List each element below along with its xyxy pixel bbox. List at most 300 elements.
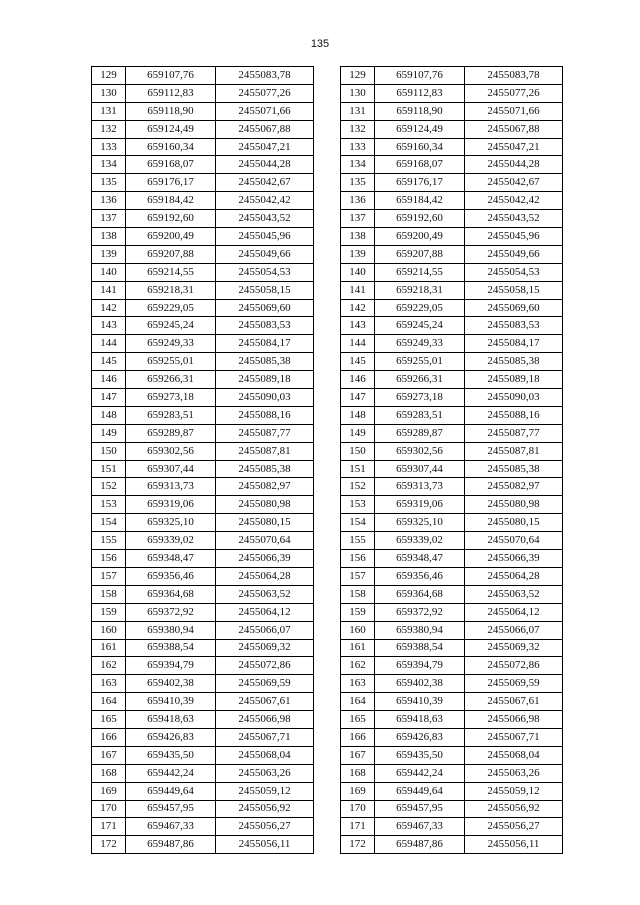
- table-row: [92, 585, 314, 603]
- y-coordinate-cell: 2455087,77: [216, 424, 314, 442]
- y-coordinate-cell: 2455049,66: [465, 245, 563, 263]
- table-row: [92, 693, 314, 711]
- y-coordinate-cell: 2455066,07: [465, 621, 563, 639]
- x-coordinate-cell: 659160,34: [126, 138, 216, 156]
- table-row: [341, 102, 563, 120]
- point-number-cell: 144: [92, 335, 126, 353]
- table-row: [341, 675, 563, 693]
- point-number-cell: 141: [92, 281, 126, 299]
- point-number-cell: 168: [92, 764, 126, 782]
- x-coordinate-cell: 659118,90: [126, 102, 216, 120]
- y-coordinate-cell: 2455056,11: [216, 836, 314, 854]
- y-coordinate-cell: 2455049,66: [216, 245, 314, 263]
- y-coordinate-cell: 2455045,96: [465, 228, 563, 246]
- point-number-cell: 154: [341, 514, 375, 532]
- table-row: [341, 478, 563, 496]
- table-row: [92, 263, 314, 281]
- point-number-cell: 161: [341, 639, 375, 657]
- x-coordinate-cell: 659218,31: [375, 281, 465, 299]
- y-coordinate-cell: 2455068,04: [465, 746, 563, 764]
- table-row: [341, 800, 563, 818]
- x-coordinate-cell: 659184,42: [375, 192, 465, 210]
- table-row: [341, 335, 563, 353]
- point-number-cell: 171: [341, 818, 375, 836]
- y-coordinate-cell: 2455059,12: [216, 782, 314, 800]
- y-coordinate-cell: 2455082,97: [465, 478, 563, 496]
- table-row: [341, 746, 563, 764]
- y-coordinate-cell: 2455056,92: [465, 800, 563, 818]
- x-coordinate-cell: 659255,01: [126, 353, 216, 371]
- x-coordinate-cell: 659467,33: [126, 818, 216, 836]
- point-number-cell: 135: [341, 174, 375, 192]
- x-coordinate-cell: 659214,55: [126, 263, 216, 281]
- y-coordinate-cell: 2455069,60: [465, 299, 563, 317]
- x-coordinate-cell: 659289,87: [126, 424, 216, 442]
- y-coordinate-cell: 2455047,21: [216, 138, 314, 156]
- x-coordinate-cell: 659200,49: [375, 228, 465, 246]
- x-coordinate-cell: 659380,94: [126, 621, 216, 639]
- table-row: [92, 514, 314, 532]
- x-coordinate-cell: 659348,47: [375, 550, 465, 568]
- x-coordinate-cell: 659339,02: [375, 532, 465, 550]
- point-number-cell: 154: [92, 514, 126, 532]
- point-number-cell: 145: [92, 353, 126, 371]
- x-coordinate-cell: 659168,07: [126, 156, 216, 174]
- y-coordinate-cell: 2455088,16: [465, 406, 563, 424]
- table-row: [341, 156, 563, 174]
- point-number-cell: 133: [92, 138, 126, 156]
- x-coordinate-cell: 659442,24: [126, 764, 216, 782]
- table-row: [341, 442, 563, 460]
- x-coordinate-cell: 659289,87: [375, 424, 465, 442]
- y-coordinate-cell: 2455069,32: [465, 639, 563, 657]
- point-number-cell: 160: [341, 621, 375, 639]
- table-row: [341, 836, 563, 854]
- point-number-cell: 150: [92, 442, 126, 460]
- point-number-cell: 149: [341, 424, 375, 442]
- y-coordinate-cell: 2455068,04: [216, 746, 314, 764]
- point-number-cell: 169: [92, 782, 126, 800]
- table-row: [341, 782, 563, 800]
- table-row: [341, 406, 563, 424]
- table-row: [341, 657, 563, 675]
- x-coordinate-cell: 659249,33: [126, 335, 216, 353]
- x-coordinate-cell: 659283,51: [126, 406, 216, 424]
- table-row: [341, 585, 563, 603]
- x-coordinate-cell: 659245,24: [375, 317, 465, 335]
- x-coordinate-cell: 659319,06: [375, 496, 465, 514]
- x-coordinate-cell: 659418,63: [126, 711, 216, 729]
- y-coordinate-cell: 2455082,97: [216, 478, 314, 496]
- x-coordinate-cell: 659449,64: [375, 782, 465, 800]
- point-number-cell: 163: [341, 675, 375, 693]
- table-row: [92, 711, 314, 729]
- point-number-cell: 132: [341, 120, 375, 138]
- x-coordinate-cell: 659229,05: [375, 299, 465, 317]
- table-row: [92, 138, 314, 156]
- point-number-cell: 130: [341, 84, 375, 102]
- y-coordinate-cell: 2455066,07: [216, 621, 314, 639]
- y-coordinate-cell: 2455063,52: [465, 585, 563, 603]
- point-number-cell: 138: [92, 228, 126, 246]
- table-row: [92, 478, 314, 496]
- x-coordinate-cell: 659124,49: [375, 120, 465, 138]
- point-number-cell: 132: [92, 120, 126, 138]
- y-coordinate-cell: 2455056,27: [465, 818, 563, 836]
- table-row: [341, 639, 563, 657]
- x-coordinate-cell: 659457,95: [375, 800, 465, 818]
- table-row: [341, 317, 563, 335]
- y-coordinate-cell: 2455070,64: [216, 532, 314, 550]
- y-coordinate-cell: 2455087,81: [465, 442, 563, 460]
- table-row: [92, 353, 314, 371]
- x-coordinate-cell: 659266,31: [126, 371, 216, 389]
- y-coordinate-cell: 2455042,42: [465, 192, 563, 210]
- y-coordinate-cell: 2455085,38: [216, 353, 314, 371]
- table-row: [341, 263, 563, 281]
- x-coordinate-cell: 659339,02: [126, 532, 216, 550]
- x-coordinate-cell: 659160,34: [375, 138, 465, 156]
- table-row: [92, 675, 314, 693]
- point-number-cell: 142: [92, 299, 126, 317]
- point-number-cell: 151: [341, 460, 375, 478]
- table-row: [92, 836, 314, 854]
- point-number-cell: 136: [341, 192, 375, 210]
- y-coordinate-cell: 2455056,27: [216, 818, 314, 836]
- table-row: [341, 228, 563, 246]
- point-number-cell: 170: [92, 800, 126, 818]
- point-number-cell: 166: [341, 728, 375, 746]
- point-number-cell: 167: [341, 746, 375, 764]
- y-coordinate-cell: 2455067,88: [465, 120, 563, 138]
- x-coordinate-cell: 659449,64: [126, 782, 216, 800]
- y-coordinate-cell: 2455069,59: [465, 675, 563, 693]
- table-row: [341, 371, 563, 389]
- point-number-cell: 160: [92, 621, 126, 639]
- table-row: [341, 84, 563, 102]
- y-coordinate-cell: 2455069,32: [216, 639, 314, 657]
- table-row: [341, 299, 563, 317]
- y-coordinate-cell: 2455042,67: [465, 174, 563, 192]
- point-number-cell: 169: [341, 782, 375, 800]
- y-coordinate-cell: 2455077,26: [216, 84, 314, 102]
- x-coordinate-cell: 659487,86: [375, 836, 465, 854]
- table-row: [341, 621, 563, 639]
- point-number-cell: 143: [341, 317, 375, 335]
- table-row: [341, 120, 563, 138]
- table-row: [341, 281, 563, 299]
- table-row: [92, 442, 314, 460]
- x-coordinate-cell: 659442,24: [375, 764, 465, 782]
- x-coordinate-cell: 659273,18: [375, 389, 465, 407]
- point-number-cell: 165: [92, 711, 126, 729]
- coordinates-table-right: [340, 66, 563, 854]
- point-number-cell: 152: [341, 478, 375, 496]
- table-row: [92, 764, 314, 782]
- y-coordinate-cell: 2455063,52: [216, 585, 314, 603]
- y-coordinate-cell: 2455056,92: [216, 800, 314, 818]
- y-coordinate-cell: 2455069,59: [216, 675, 314, 693]
- point-number-cell: 163: [92, 675, 126, 693]
- x-coordinate-cell: 659118,90: [375, 102, 465, 120]
- point-number-cell: 164: [341, 693, 375, 711]
- point-number-cell: 152: [92, 478, 126, 496]
- table-row: [341, 353, 563, 371]
- table-row: [92, 496, 314, 514]
- point-number-cell: 140: [92, 263, 126, 281]
- x-coordinate-cell: 659107,76: [375, 67, 465, 85]
- point-number-cell: 141: [341, 281, 375, 299]
- point-number-cell: 147: [341, 389, 375, 407]
- point-number-cell: 137: [92, 210, 126, 228]
- table-row: [92, 532, 314, 550]
- x-coordinate-cell: 659168,07: [375, 156, 465, 174]
- table-row: [341, 603, 563, 621]
- x-coordinate-cell: 659325,10: [375, 514, 465, 532]
- x-coordinate-cell: 659380,94: [375, 621, 465, 639]
- table-row: [341, 67, 563, 85]
- point-number-cell: 144: [341, 335, 375, 353]
- point-number-cell: 135: [92, 174, 126, 192]
- y-coordinate-cell: 2455089,18: [465, 371, 563, 389]
- x-coordinate-cell: 659283,51: [375, 406, 465, 424]
- y-coordinate-cell: 2455067,61: [465, 693, 563, 711]
- point-number-cell: 143: [92, 317, 126, 335]
- x-coordinate-cell: 659245,24: [126, 317, 216, 335]
- point-number-cell: 156: [341, 550, 375, 568]
- y-coordinate-cell: 2455087,81: [216, 442, 314, 460]
- x-coordinate-cell: 659410,39: [126, 693, 216, 711]
- y-coordinate-cell: 2455067,88: [216, 120, 314, 138]
- point-number-cell: 137: [341, 210, 375, 228]
- point-number-cell: 136: [92, 192, 126, 210]
- x-coordinate-cell: 659402,38: [375, 675, 465, 693]
- x-coordinate-cell: 659302,56: [126, 442, 216, 460]
- point-number-cell: 138: [341, 228, 375, 246]
- point-number-cell: 157: [92, 567, 126, 585]
- x-coordinate-cell: 659112,83: [126, 84, 216, 102]
- table-row: [92, 657, 314, 675]
- x-coordinate-cell: 659364,68: [375, 585, 465, 603]
- table-row: [92, 228, 314, 246]
- y-coordinate-cell: 2455077,26: [465, 84, 563, 102]
- y-coordinate-cell: 2455085,38: [465, 353, 563, 371]
- x-coordinate-cell: 659487,86: [126, 836, 216, 854]
- y-coordinate-cell: 2455066,39: [216, 550, 314, 568]
- x-coordinate-cell: 659112,83: [375, 84, 465, 102]
- x-coordinate-cell: 659388,54: [375, 639, 465, 657]
- table-row: [341, 174, 563, 192]
- point-number-cell: 162: [341, 657, 375, 675]
- y-coordinate-cell: 2455067,71: [465, 728, 563, 746]
- table-row: [341, 210, 563, 228]
- point-number-cell: 142: [341, 299, 375, 317]
- table-row: [341, 424, 563, 442]
- y-coordinate-cell: 2455089,18: [216, 371, 314, 389]
- y-coordinate-cell: 2455085,38: [465, 460, 563, 478]
- point-number-cell: 159: [92, 603, 126, 621]
- table-row: [341, 389, 563, 407]
- x-coordinate-cell: 659124,49: [126, 120, 216, 138]
- point-number-cell: 148: [341, 406, 375, 424]
- y-coordinate-cell: 2455063,26: [465, 764, 563, 782]
- point-number-cell: 159: [341, 603, 375, 621]
- table-row: [92, 603, 314, 621]
- x-coordinate-cell: 659266,31: [375, 371, 465, 389]
- point-number-cell: 151: [92, 460, 126, 478]
- table-row: [92, 406, 314, 424]
- point-number-cell: 129: [341, 67, 375, 85]
- y-coordinate-cell: 2455066,98: [465, 711, 563, 729]
- y-coordinate-cell: 2455070,64: [465, 532, 563, 550]
- x-coordinate-cell: 659207,88: [375, 245, 465, 263]
- x-coordinate-cell: 659319,06: [126, 496, 216, 514]
- table-row: [341, 550, 563, 568]
- coordinates-table-left: [91, 66, 314, 854]
- point-number-cell: 139: [92, 245, 126, 263]
- x-coordinate-cell: 659372,92: [126, 603, 216, 621]
- x-coordinate-cell: 659184,42: [126, 192, 216, 210]
- x-coordinate-cell: 659302,56: [375, 442, 465, 460]
- x-coordinate-cell: 659435,50: [375, 746, 465, 764]
- y-coordinate-cell: 2455042,42: [216, 192, 314, 210]
- table-row: [92, 550, 314, 568]
- table-row: [92, 174, 314, 192]
- x-coordinate-cell: 659214,55: [375, 263, 465, 281]
- y-coordinate-cell: 2455071,66: [216, 102, 314, 120]
- point-number-cell: 155: [92, 532, 126, 550]
- table-row: [341, 532, 563, 550]
- x-coordinate-cell: 659426,83: [126, 728, 216, 746]
- table-row: [92, 728, 314, 746]
- x-coordinate-cell: 659192,60: [126, 210, 216, 228]
- y-coordinate-cell: 2455042,67: [216, 174, 314, 192]
- point-number-cell: 148: [92, 406, 126, 424]
- y-coordinate-cell: 2455047,21: [465, 138, 563, 156]
- table-row: [92, 210, 314, 228]
- y-coordinate-cell: 2455069,60: [216, 299, 314, 317]
- point-number-cell: 134: [92, 156, 126, 174]
- point-number-cell: 153: [341, 496, 375, 514]
- table-row: [341, 818, 563, 836]
- y-coordinate-cell: 2455083,78: [216, 67, 314, 85]
- y-coordinate-cell: 2455080,98: [465, 496, 563, 514]
- x-coordinate-cell: 659249,33: [375, 335, 465, 353]
- y-coordinate-cell: 2455054,53: [216, 263, 314, 281]
- table-row: [341, 764, 563, 782]
- point-number-cell: 166: [92, 728, 126, 746]
- table-row: [92, 192, 314, 210]
- point-number-cell: 129: [92, 67, 126, 85]
- x-coordinate-cell: 659313,73: [126, 478, 216, 496]
- table-row: [92, 245, 314, 263]
- point-number-cell: 162: [92, 657, 126, 675]
- table-row: [92, 335, 314, 353]
- x-coordinate-cell: 659418,63: [375, 711, 465, 729]
- table-row: [92, 281, 314, 299]
- y-coordinate-cell: 2455090,03: [216, 389, 314, 407]
- table-row: [341, 496, 563, 514]
- point-number-cell: 172: [92, 836, 126, 854]
- table-row: [92, 639, 314, 657]
- y-coordinate-cell: 2455085,38: [216, 460, 314, 478]
- y-coordinate-cell: 2455080,15: [216, 514, 314, 532]
- point-number-cell: 131: [92, 102, 126, 120]
- point-number-cell: 146: [341, 371, 375, 389]
- x-coordinate-cell: 659207,88: [126, 245, 216, 263]
- y-coordinate-cell: 2455084,17: [216, 335, 314, 353]
- table-row: [92, 621, 314, 639]
- x-coordinate-cell: 659176,17: [126, 174, 216, 192]
- table-row: [341, 693, 563, 711]
- x-coordinate-cell: 659307,44: [126, 460, 216, 478]
- point-number-cell: 140: [341, 263, 375, 281]
- x-coordinate-cell: 659192,60: [375, 210, 465, 228]
- y-coordinate-cell: 2455087,77: [465, 424, 563, 442]
- table-row: [341, 192, 563, 210]
- y-coordinate-cell: 2455084,17: [465, 335, 563, 353]
- x-coordinate-cell: 659435,50: [126, 746, 216, 764]
- point-number-cell: 134: [341, 156, 375, 174]
- x-coordinate-cell: 659313,73: [375, 478, 465, 496]
- table-row: [341, 728, 563, 746]
- table-row: [92, 389, 314, 407]
- y-coordinate-cell: 2455083,53: [216, 317, 314, 335]
- y-coordinate-cell: 2455064,12: [216, 603, 314, 621]
- point-number-cell: 171: [92, 818, 126, 836]
- point-number-cell: 157: [341, 567, 375, 585]
- point-number-cell: 168: [341, 764, 375, 782]
- y-coordinate-cell: 2455072,86: [465, 657, 563, 675]
- point-number-cell: 131: [341, 102, 375, 120]
- table-row: [92, 317, 314, 335]
- x-coordinate-cell: 659325,10: [126, 514, 216, 532]
- x-coordinate-cell: 659176,17: [375, 174, 465, 192]
- table-row: [92, 84, 314, 102]
- y-coordinate-cell: 2455045,96: [216, 228, 314, 246]
- x-coordinate-cell: 659410,39: [375, 693, 465, 711]
- point-number-cell: 150: [341, 442, 375, 460]
- x-coordinate-cell: 659364,68: [126, 585, 216, 603]
- table-row: [341, 460, 563, 478]
- table-row: [92, 782, 314, 800]
- point-number-cell: 158: [92, 585, 126, 603]
- x-coordinate-cell: 659388,54: [126, 639, 216, 657]
- x-coordinate-cell: 659348,47: [126, 550, 216, 568]
- x-coordinate-cell: 659356,46: [126, 567, 216, 585]
- x-coordinate-cell: 659229,05: [126, 299, 216, 317]
- table-row: [92, 371, 314, 389]
- table-row: [341, 138, 563, 156]
- x-coordinate-cell: 659394,79: [126, 657, 216, 675]
- table-row: [92, 800, 314, 818]
- point-number-cell: 170: [341, 800, 375, 818]
- y-coordinate-cell: 2455083,53: [465, 317, 563, 335]
- point-number-cell: 130: [92, 84, 126, 102]
- point-number-cell: 155: [341, 532, 375, 550]
- x-coordinate-cell: 659457,95: [126, 800, 216, 818]
- x-coordinate-cell: 659356,46: [375, 567, 465, 585]
- table-row: [92, 460, 314, 478]
- table-row: [92, 67, 314, 85]
- table-row: [341, 245, 563, 263]
- y-coordinate-cell: 2455063,26: [216, 764, 314, 782]
- y-coordinate-cell: 2455054,53: [465, 263, 563, 281]
- y-coordinate-cell: 2455067,61: [216, 693, 314, 711]
- y-coordinate-cell: 2455083,78: [465, 67, 563, 85]
- point-number-cell: 147: [92, 389, 126, 407]
- y-coordinate-cell: 2455064,28: [216, 567, 314, 585]
